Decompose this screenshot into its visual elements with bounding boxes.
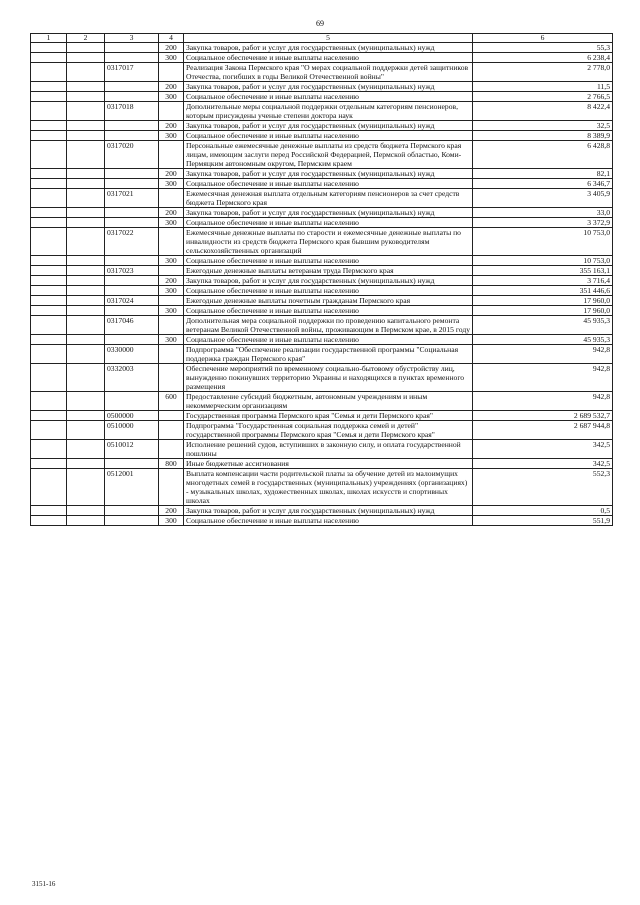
cell-amount: 342,5: [473, 440, 613, 459]
cell-col1: [31, 92, 67, 102]
cell-name: Социальное обеспечение и иные выплаты населению: [184, 131, 473, 141]
table-row: [31, 345, 613, 364]
cell-expense-type: [159, 440, 184, 459]
cell-col2: [67, 228, 105, 256]
cell-expense-type: 300: [159, 131, 184, 141]
cell-expense-type: 200: [159, 43, 184, 53]
cell-target-code: [105, 218, 159, 228]
cell-name: Предоставление субсидий бюджетным, автономным учреждениям и иным некоммерческим организациям: [184, 392, 473, 411]
cell-name: Закупка товаров, работ и услуг для государственных (муниципальных) нужд: [184, 121, 473, 131]
cell-col1: [31, 266, 67, 276]
cell-amount: 6 238,4: [473, 53, 613, 63]
cell-expense-type: 200: [159, 121, 184, 131]
column-header-2: 2: [67, 34, 105, 43]
cell-col1: [31, 121, 67, 131]
cell-col2: [67, 256, 105, 266]
cell-expense-type: 200: [159, 506, 184, 516]
cell-col2: [67, 266, 105, 276]
cell-name: Социальное обеспечение и иные выплаты населению: [184, 516, 473, 526]
cell-target-code: [105, 392, 159, 411]
document-code: 3151-16: [32, 880, 56, 888]
cell-col1: [31, 335, 67, 345]
cell-col1: [31, 141, 67, 169]
cell-name: Социальное обеспечение и иные выплаты населению: [184, 92, 473, 102]
cell-name: Закупка товаров, работ и услуг для государственных (муниципальных) нужд: [184, 506, 473, 516]
column-header-5: 5: [184, 34, 473, 43]
table-row: [31, 459, 613, 469]
cell-target-code: 0330000: [105, 345, 159, 364]
cell-col2: [67, 440, 105, 459]
cell-target-code: 0317024: [105, 296, 159, 306]
cell-col1: [31, 218, 67, 228]
cell-amount: 351 446,6: [473, 286, 613, 296]
cell-col1: [31, 364, 67, 392]
cell-name: Государственная программа Пермского края "Семья и дети Пермского края": [184, 411, 473, 421]
cell-expense-type: 300: [159, 92, 184, 102]
table-row: [31, 286, 613, 296]
cell-target-code: [105, 92, 159, 102]
cell-target-code: [105, 169, 159, 179]
cell-amount: 942,8: [473, 392, 613, 411]
cell-name: Иные бюджетные ассигнования: [184, 459, 473, 469]
cell-expense-type: [159, 364, 184, 392]
cell-expense-type: [159, 469, 184, 506]
cell-target-code: 0510000: [105, 421, 159, 440]
table-row: [31, 316, 613, 335]
cell-target-code: 0510012: [105, 440, 159, 459]
cell-col2: [67, 102, 105, 121]
cell-target-code: [105, 506, 159, 516]
cell-expense-type: 200: [159, 82, 184, 92]
cell-amount: 2 687 944,8: [473, 421, 613, 440]
cell-col1: [31, 276, 67, 286]
cell-name: Социальное обеспечение и иные выплаты населению: [184, 53, 473, 63]
cell-name: Закупка товаров, работ и услуг для государственных (муниципальных) нужд: [184, 43, 473, 53]
cell-col1: [31, 228, 67, 256]
cell-amount: 3 405,9: [473, 189, 613, 208]
column-header-4: 4: [159, 34, 184, 43]
cell-col2: [67, 469, 105, 506]
cell-target-code: 0500000: [105, 411, 159, 421]
cell-amount: 0,5: [473, 506, 613, 516]
cell-expense-type: [159, 63, 184, 82]
cell-name: Подпрограмма "Государственная социальная поддержка семей и детей" государственной программы Пермского края "Семья и дети Пермского края": [184, 421, 473, 440]
cell-col2: [67, 296, 105, 306]
cell-name: Дополнительная мера социальной поддержки по проведению капитального ремонта ветеранам Великой Отечественной войны, проживающим в Пермском крае, в 2015 году: [184, 316, 473, 335]
cell-col1: [31, 53, 67, 63]
cell-expense-type: 300: [159, 335, 184, 345]
table-row: [31, 440, 613, 459]
cell-col2: [67, 218, 105, 228]
cell-name: Социальное обеспечение и иные выплаты населению: [184, 179, 473, 189]
cell-col1: [31, 63, 67, 82]
table-row: [31, 179, 613, 189]
cell-col1: [31, 440, 67, 459]
table-row: [31, 228, 613, 256]
cell-col2: [67, 43, 105, 53]
cell-expense-type: 300: [159, 179, 184, 189]
cell-expense-type: [159, 411, 184, 421]
table-row: [31, 208, 613, 218]
cell-name: Социальное обеспечение и иные выплаты населению: [184, 335, 473, 345]
cell-col1: [31, 506, 67, 516]
cell-col1: [31, 43, 67, 53]
cell-col2: [67, 63, 105, 82]
cell-expense-type: [159, 421, 184, 440]
cell-col2: [67, 364, 105, 392]
cell-name: Социальное обеспечение и иные выплаты населению: [184, 256, 473, 266]
cell-amount: 45 935,3: [473, 335, 613, 345]
table-row: [31, 131, 613, 141]
table-row: [31, 296, 613, 306]
cell-col2: [67, 141, 105, 169]
cell-col2: [67, 392, 105, 411]
cell-col1: [31, 516, 67, 526]
cell-expense-type: 300: [159, 516, 184, 526]
cell-col1: [31, 256, 67, 266]
cell-col1: [31, 179, 67, 189]
cell-amount: 32,5: [473, 121, 613, 131]
page-number: 69: [316, 19, 324, 28]
cell-expense-type: 300: [159, 306, 184, 316]
cell-target-code: [105, 82, 159, 92]
cell-name: Обеспечение мероприятий по временному социально-бытовому обустройству лиц, вынужденно покинувших территорию Украины и находящихся в пунктах временного размещения: [184, 364, 473, 392]
cell-target-code: [105, 335, 159, 345]
cell-name: Ежегодные денежные выплаты ветеранам труда Пермского края: [184, 266, 473, 276]
cell-name: Ежегодные денежные выплаты почетным гражданам Пермского края: [184, 296, 473, 306]
table-row: [31, 92, 613, 102]
table-row: [31, 189, 613, 208]
cell-amount: 11,5: [473, 82, 613, 92]
cell-col1: [31, 131, 67, 141]
cell-col1: [31, 189, 67, 208]
cell-target-code: 0317022: [105, 228, 159, 256]
cell-col1: [31, 208, 67, 218]
cell-expense-type: [159, 228, 184, 256]
cell-amount: 2 766,5: [473, 92, 613, 102]
cell-target-code: [105, 459, 159, 469]
cell-amount: 942,8: [473, 364, 613, 392]
cell-col1: [31, 392, 67, 411]
table-row: [31, 218, 613, 228]
cell-expense-type: [159, 189, 184, 208]
cell-col2: [67, 306, 105, 316]
table-row: [31, 421, 613, 440]
cell-target-code: 0317017: [105, 63, 159, 82]
table-row: [31, 306, 613, 316]
cell-target-code: 0317046: [105, 316, 159, 335]
table-row: [31, 335, 613, 345]
cell-amount: 8 422,4: [473, 102, 613, 121]
cell-amount: 3 372,9: [473, 218, 613, 228]
cell-expense-type: 200: [159, 208, 184, 218]
cell-amount: 942,8: [473, 345, 613, 364]
cell-col2: [67, 131, 105, 141]
header-row: [31, 34, 613, 43]
cell-amount: 55,3: [473, 43, 613, 53]
cell-amount: 355 163,1: [473, 266, 613, 276]
cell-name: Персональные ежемесячные денежные выплаты из средств бюджета Пермского края лицам, имеющим заслуги перед Российской Федерацией, Пермской областью, Коми-Пермяцким автономным округом, Пермским краем: [184, 141, 473, 169]
table-row: [31, 43, 613, 53]
table-body: [31, 43, 613, 526]
cell-amount: 552,3: [473, 469, 613, 506]
cell-expense-type: [159, 296, 184, 306]
cell-col2: [67, 53, 105, 63]
table-row: [31, 63, 613, 82]
cell-expense-type: 300: [159, 218, 184, 228]
cell-col1: [31, 421, 67, 440]
cell-amount: 551,9: [473, 516, 613, 526]
cell-col1: [31, 459, 67, 469]
cell-target-code: [105, 276, 159, 286]
cell-col2: [67, 411, 105, 421]
cell-target-code: [105, 121, 159, 131]
table-row: [31, 392, 613, 411]
cell-name: Закупка товаров, работ и услуг для государственных (муниципальных) нужд: [184, 276, 473, 286]
cell-amount: 3 716,4: [473, 276, 613, 286]
table-row: [31, 276, 613, 286]
table-row: [31, 364, 613, 392]
table-row: [31, 53, 613, 63]
cell-expense-type: 300: [159, 286, 184, 296]
cell-col2: [67, 506, 105, 516]
cell-col1: [31, 469, 67, 506]
cell-amount: 10 753,0: [473, 228, 613, 256]
cell-amount: 8 389,9: [473, 131, 613, 141]
cell-amount: 17 960,0: [473, 306, 613, 316]
cell-name: Социальное обеспечение и иные выплаты населению: [184, 218, 473, 228]
cell-col2: [67, 316, 105, 335]
cell-col2: [67, 208, 105, 218]
cell-name: Исполнение решений судов, вступивших в законную силу, и оплата государственной пошлины: [184, 440, 473, 459]
cell-target-code: 0317018: [105, 102, 159, 121]
cell-name: Подпрограмма "Обеспечение реализации государственной программы "Социальная поддержка граждан Пермского края": [184, 345, 473, 364]
cell-col2: [67, 189, 105, 208]
cell-expense-type: [159, 266, 184, 276]
cell-amount: 82,1: [473, 169, 613, 179]
cell-target-code: 0332003: [105, 364, 159, 392]
table-row: [31, 169, 613, 179]
column-header-3: 3: [105, 34, 159, 43]
column-header-6: 6: [473, 34, 613, 43]
cell-target-code: [105, 53, 159, 63]
cell-name: Социальное обеспечение и иные выплаты населению: [184, 286, 473, 296]
cell-col1: [31, 345, 67, 364]
cell-amount: 2 778,0: [473, 63, 613, 82]
cell-amount: 45 935,3: [473, 316, 613, 335]
cell-target-code: [105, 179, 159, 189]
cell-target-code: [105, 306, 159, 316]
column-header-1: 1: [31, 34, 67, 43]
cell-target-code: 0512001: [105, 469, 159, 506]
cell-col1: [31, 411, 67, 421]
cell-col1: [31, 169, 67, 179]
cell-amount: 33,0: [473, 208, 613, 218]
cell-col1: [31, 296, 67, 306]
cell-col1: [31, 316, 67, 335]
cell-col2: [67, 121, 105, 131]
cell-col2: [67, 345, 105, 364]
cell-col2: [67, 516, 105, 526]
cell-expense-type: 200: [159, 169, 184, 179]
cell-col2: [67, 276, 105, 286]
cell-name: Ежемесячная денежная выплата отдельным категориям пенсионеров за счет средств бюджета Пермского края: [184, 189, 473, 208]
cell-col2: [67, 286, 105, 296]
cell-name: Закупка товаров, работ и услуг для государственных (муниципальных) нужд: [184, 208, 473, 218]
cell-col2: [67, 169, 105, 179]
cell-name: Социальное обеспечение и иные выплаты населению: [184, 306, 473, 316]
table-row: [31, 141, 613, 169]
cell-name: Ежемесячные денежные выплаты по старости и ежемесячные денежные выплаты по инвалидности из средств бюджета Пермского края бывшим руководителям сельскохозяйственных организаций: [184, 228, 473, 256]
budget-table: [30, 33, 613, 526]
cell-name: Закупка товаров, работ и услуг для государственных (муниципальных) нужд: [184, 169, 473, 179]
cell-col1: [31, 286, 67, 296]
table-row: [31, 266, 613, 276]
cell-target-code: 0317023: [105, 266, 159, 276]
cell-col1: [31, 306, 67, 316]
cell-expense-type: [159, 316, 184, 335]
cell-col2: [67, 421, 105, 440]
cell-name: Дополнительные меры социальной поддержки отдельным категориям пенсионеров, которым присуждены ученые степени доктора наук: [184, 102, 473, 121]
cell-expense-type: 300: [159, 53, 184, 63]
table-row: [31, 469, 613, 506]
cell-amount: 17 960,0: [473, 296, 613, 306]
table-row: [31, 256, 613, 266]
cell-col2: [67, 92, 105, 102]
cell-expense-type: [159, 141, 184, 169]
cell-target-code: 0317020: [105, 141, 159, 169]
cell-expense-type: 800: [159, 459, 184, 469]
table-row: [31, 121, 613, 131]
cell-expense-type: 300: [159, 256, 184, 266]
table-row: [31, 516, 613, 526]
cell-name: Выплата компенсации части родительской платы за обучение детей из малоимущих многодетных семей в государственных (муниципальных) учреждениях (организациях) - музыкальных школах, художественных школах, школах искусств и спортивных школах: [184, 469, 473, 506]
cell-expense-type: [159, 345, 184, 364]
cell-col2: [67, 82, 105, 92]
cell-expense-type: 200: [159, 276, 184, 286]
cell-amount: 10 753,0: [473, 256, 613, 266]
cell-expense-type: 600: [159, 392, 184, 411]
cell-target-code: [105, 131, 159, 141]
cell-amount: 6 428,8: [473, 141, 613, 169]
cell-amount: 6 346,7: [473, 179, 613, 189]
table-row: [31, 102, 613, 121]
cell-amount: 342,5: [473, 459, 613, 469]
table-row: [31, 411, 613, 421]
cell-amount: 2 689 532,7: [473, 411, 613, 421]
cell-target-code: [105, 43, 159, 53]
cell-col1: [31, 82, 67, 92]
cell-col2: [67, 179, 105, 189]
cell-target-code: [105, 286, 159, 296]
cell-target-code: [105, 256, 159, 266]
cell-target-code: [105, 208, 159, 218]
cell-target-code: 0317021: [105, 189, 159, 208]
cell-target-code: [105, 516, 159, 526]
cell-col2: [67, 335, 105, 345]
cell-name: Реализация Закона Пермского края "О мерах социальной поддержки детей защитников Отечества, погибших в годы Великой Отечественной войны": [184, 63, 473, 82]
cell-col1: [31, 102, 67, 121]
table-row: [31, 506, 613, 516]
cell-col2: [67, 459, 105, 469]
cell-expense-type: [159, 102, 184, 121]
cell-name: Закупка товаров, работ и услуг для государственных (муниципальных) нужд: [184, 82, 473, 92]
table-row: [31, 82, 613, 92]
